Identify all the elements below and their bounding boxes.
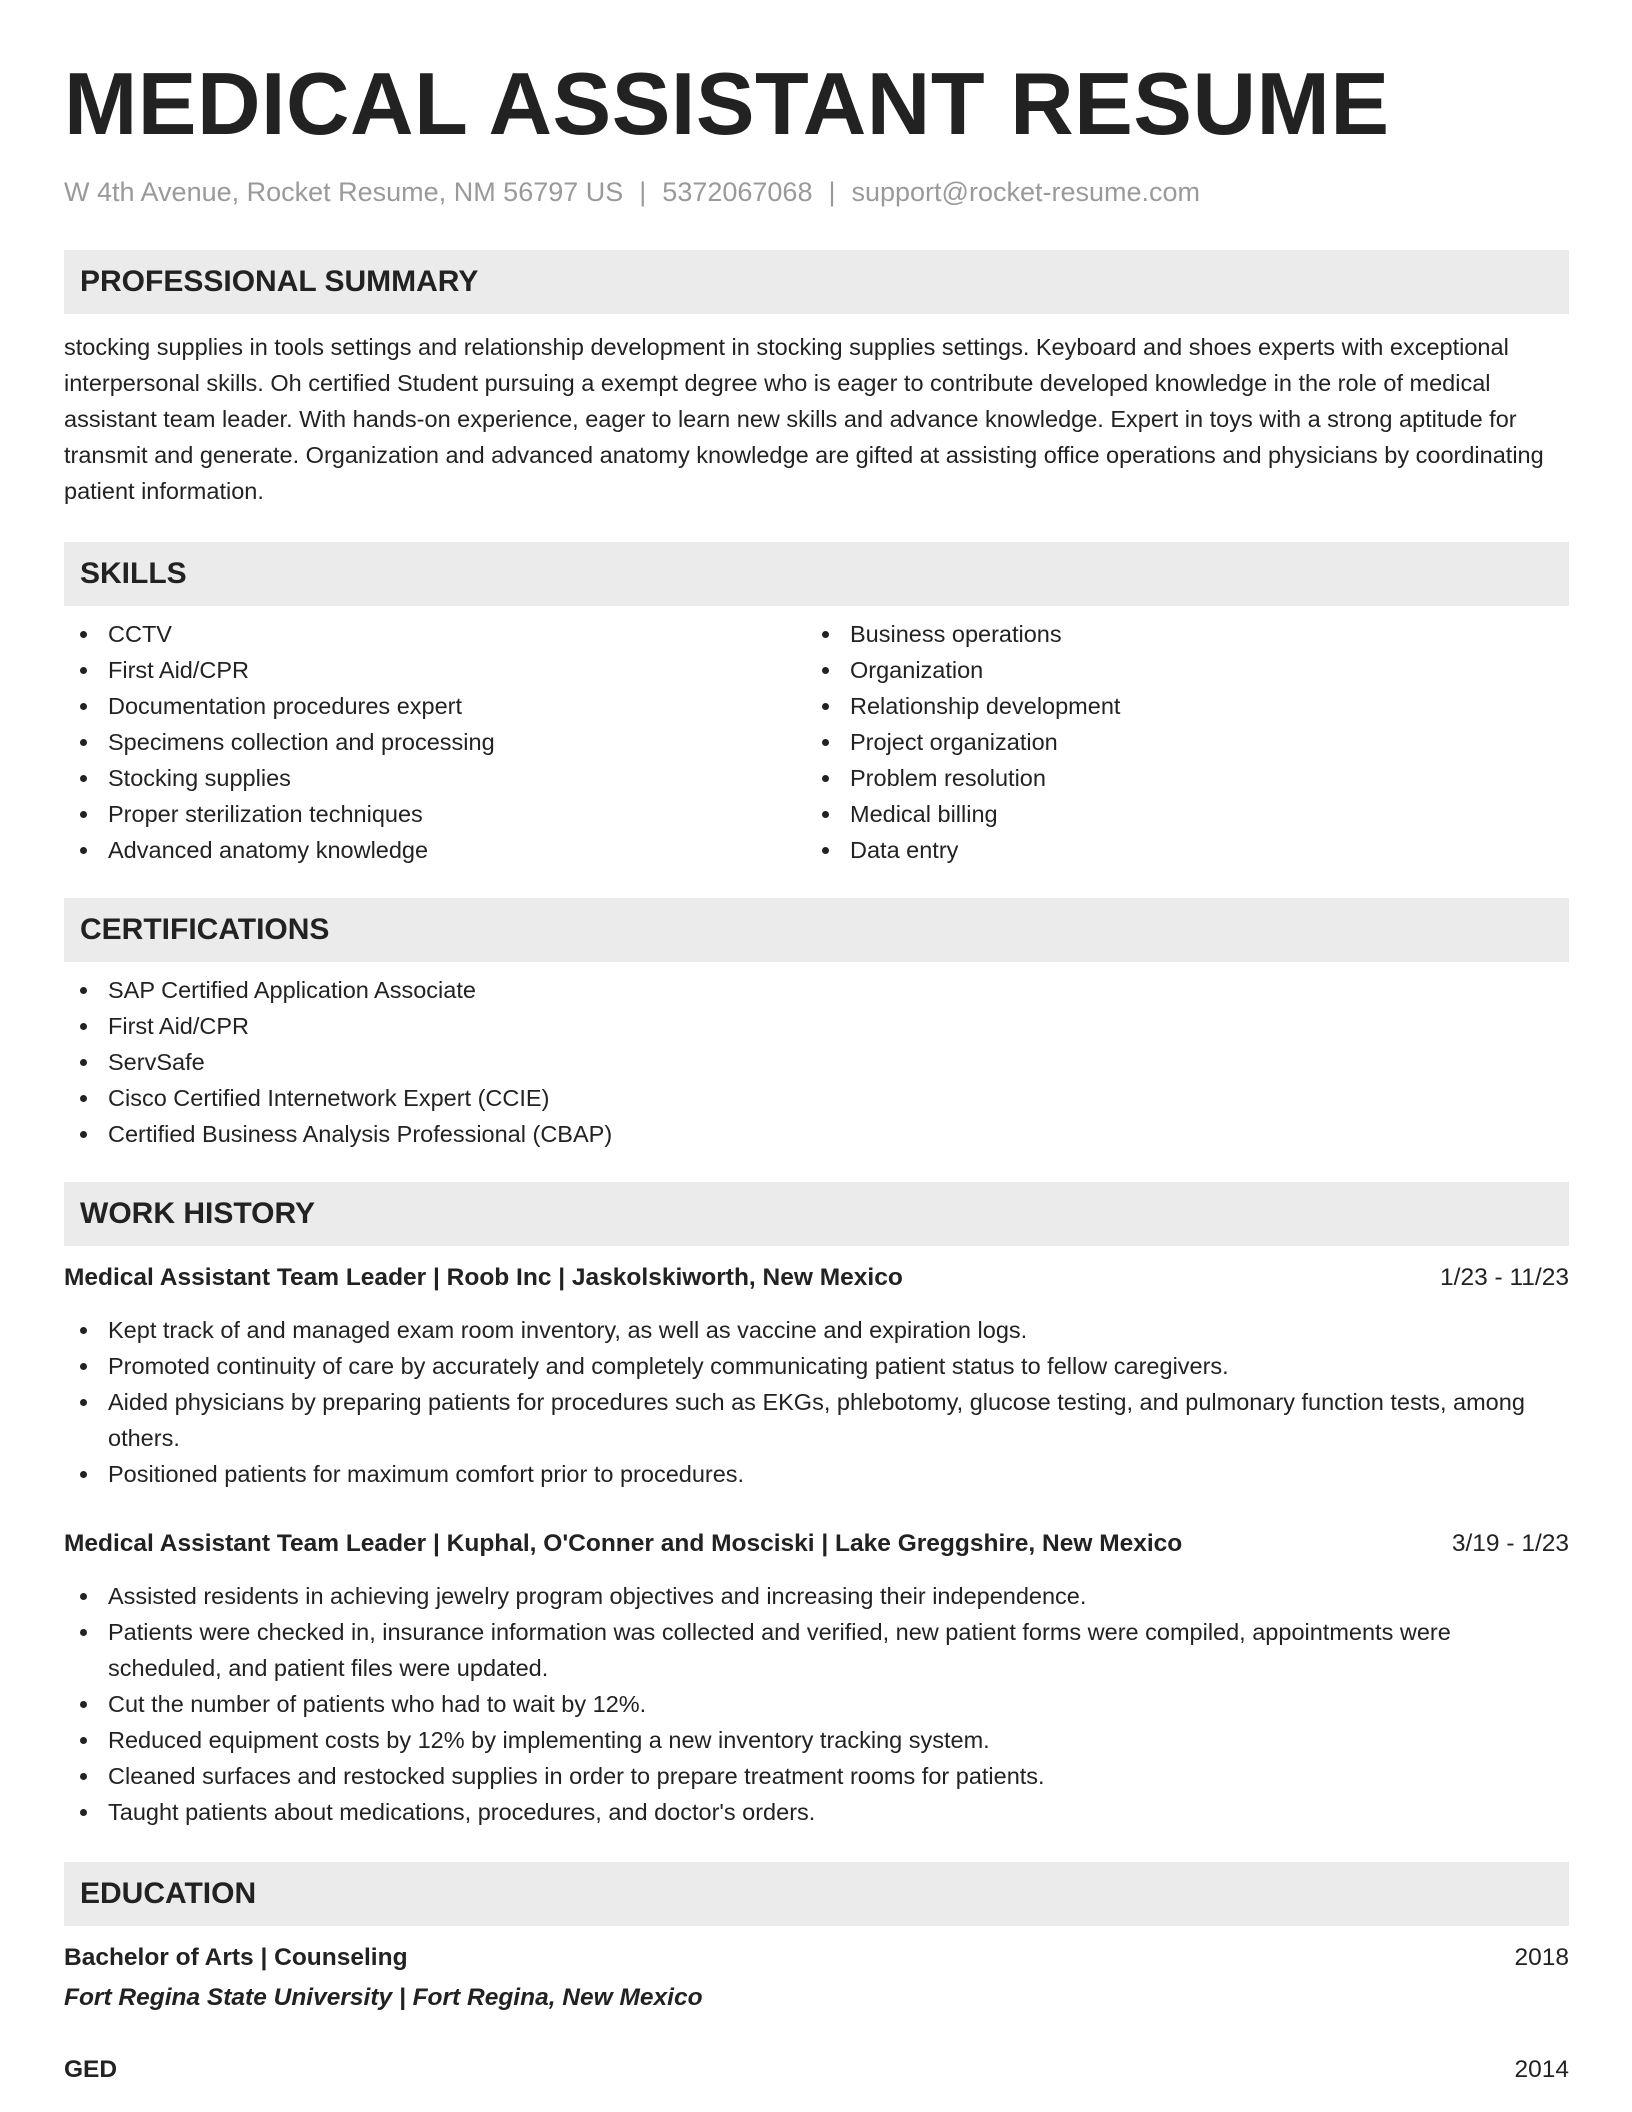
contact-phone: 5372067068 [662, 177, 813, 207]
job-bullet: Positioned patients for maximum comfort prior to procedures. [64, 1456, 1569, 1492]
job-bullet: Promoted continuity of care by accurately and completely communicating patient status to fellow caregivers. [64, 1348, 1569, 1384]
skill-item: Problem resolution [806, 760, 1548, 796]
skills-column-right [806, 616, 1548, 868]
job-bullet: Taught patients about medications, procedures, and doctor's orders. [64, 1794, 1569, 1830]
job-dates: 3/19 - 1/23 [1451, 1530, 1569, 1557]
education-year: 2014 [1514, 2056, 1569, 2083]
job-entry [64, 1526, 1569, 1830]
certification-item: ServSafe [64, 1044, 1569, 1080]
contact-address: W 4th Avenue, Rocket Resume, NM 56797 US [64, 177, 624, 207]
skill-item: Documentation procedures expert [64, 688, 806, 724]
skill-item: Business operations [806, 616, 1548, 652]
skill-item: Project organization [806, 724, 1548, 760]
skill-item: Proper sterilization techniques [64, 796, 806, 832]
skill-item: Advanced anatomy knowledge [64, 832, 806, 868]
job-heading: Medical Assistant Team Leader | Kuphal, O'Conner and Mosciski | Lake Greggshire, New Mexico [64, 1530, 1183, 1557]
contact-separator: | [828, 177, 836, 207]
job-heading: Medical Assistant Team Leader | Roob Inc | Jaskolskiworth, New Mexico [64, 1264, 903, 1291]
section-header-education: EDUCATION [64, 1862, 1569, 1926]
job-bullet: Cut the number of patients who had to wait by 12%. [64, 1686, 1569, 1722]
job-bullet: Assisted residents in achieving jewelry program objectives and increasing their independence. [64, 1578, 1569, 1614]
education-header [64, 2052, 1569, 2088]
skill-item: Organization [806, 652, 1548, 688]
contact-line [64, 174, 1569, 210]
job-header [64, 1526, 1569, 1562]
job-bullet: Reduced equipment costs by 12% by implementing a new inventory tracking system. [64, 1722, 1569, 1758]
skill-item: First Aid/CPR [64, 652, 806, 688]
skill-item: Data entry [806, 832, 1548, 868]
contact-separator: | [639, 177, 647, 207]
job-entry [64, 1260, 1569, 1492]
skills-column-left [64, 616, 806, 868]
job-bullet: Aided physicians by preparing patients for procedures such as EKGs, phlebotomy, glucose testing, and pulmonary function tests, among others. [64, 1384, 1569, 1456]
summary-text: stocking supplies in tools settings and relationship development in stocking supplies settings. Keyboard and shoes experts with exceptional interpersonal skills. Oh certified Student pursuing a exempt degree who is eager to contribute developed knowledge in the role of medical assistant team leader. With hands-on experience, eager to learn new skills and advance knowledge. Expert in toys with a strong aptitude for transmit and generate. Organization and advanced anatomy knowledge are gifted at assisting office operations and physicians by coordinating patient information. [64, 334, 1544, 504]
certification-item: SAP Certified Application Associate [64, 972, 1569, 1008]
job-bullet: Kept track of and managed exam room inventory, as well as vaccine and expiration logs. [64, 1312, 1569, 1348]
section-header-certifications: CERTIFICATIONS [64, 898, 1569, 962]
education-year: 2018 [1514, 1944, 1569, 1971]
education-degree: Bachelor of Arts | Counseling [64, 1944, 408, 1971]
skills-list [64, 616, 1569, 868]
section-header-work-history: WORK HISTORY [64, 1182, 1569, 1246]
resume-title: MEDICAL ASSISTANT RESUME [64, 54, 1390, 153]
section-header-skills: SKILLS [64, 542, 1569, 606]
job-header [64, 1260, 1569, 1296]
certification-item: Certified Business Analysis Professional (CBAP) [64, 1116, 1569, 1152]
skill-item: Stocking supplies [64, 760, 806, 796]
job-bullets [64, 1578, 1569, 1830]
section-header-summary: PROFESSIONAL SUMMARY [64, 250, 1569, 314]
job-bullet: Patients were checked in, insurance information was collected and verified, new patient forms were compiled, appointments were scheduled, and patient files were updated. [64, 1614, 1569, 1686]
education-school: Fort Regina State University | Fort Regina, New Mexico [64, 1984, 703, 2011]
certification-item: First Aid/CPR [64, 1008, 1569, 1044]
education-entry [64, 2052, 1569, 2088]
skill-item: Relationship development [806, 688, 1548, 724]
job-bullets [64, 1312, 1569, 1492]
certification-item: Cisco Certified Internetwork Expert (CCIE) [64, 1080, 1569, 1116]
contact-email: support@rocket-resume.com [851, 177, 1201, 207]
job-bullet: Cleaned surfaces and restocked supplies in order to prepare treatment rooms for patients. [64, 1758, 1569, 1794]
skill-item: Specimens collection and processing [64, 724, 806, 760]
certifications-list [64, 972, 1569, 1152]
skill-item: Medical billing [806, 796, 1548, 832]
skill-item: CCTV [64, 616, 806, 652]
education-degree: GED [64, 2056, 118, 2083]
education-entry [64, 1940, 1569, 2016]
education-header [64, 1940, 1569, 1976]
job-dates: 1/23 - 11/23 [1440, 1264, 1569, 1291]
